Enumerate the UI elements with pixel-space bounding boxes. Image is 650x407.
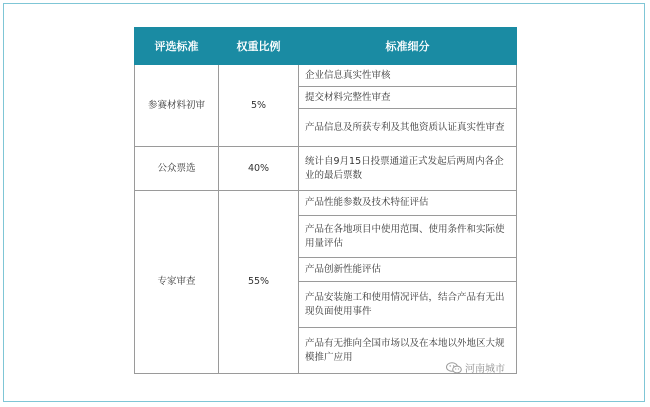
detail-cell: 产品有无推向全国市场以及在本地以外地区大规模推广应用 xyxy=(299,328,517,374)
detail-cell: 产品性能参数及技术特征评估 xyxy=(299,191,517,216)
detail-cell: 产品在各地项目中使用范围、使用条件和实际使用量评估 xyxy=(299,216,517,258)
criterion-cell: 参赛材料初审 xyxy=(135,65,219,147)
weight-cell: 5% xyxy=(219,65,299,147)
table-row xyxy=(135,191,517,216)
detail-cell: 提交材料完整性审查 xyxy=(299,87,517,109)
table-row xyxy=(135,147,517,191)
watermark xyxy=(446,360,505,375)
detail-cell: 产品信息及所获专利及其他资质认证真实性审查 xyxy=(299,109,517,147)
header-criterion: 评选标准 xyxy=(135,28,219,65)
weight-cell: 40% xyxy=(219,147,299,191)
table-header-row xyxy=(135,28,517,65)
header-weight: 权重比例 xyxy=(219,28,299,65)
watermark-text: 河南城市 xyxy=(465,364,505,375)
detail-cell: 产品创新性能评估 xyxy=(299,258,517,282)
header-detail: 标准细分 xyxy=(299,28,517,65)
weight-cell: 55% xyxy=(219,191,299,374)
criterion-cell: 公众票选 xyxy=(135,147,219,191)
detail-cell: 企业信息真实性审核 xyxy=(299,65,517,87)
detail-cell: 产品安装施工和使用情况评估，结合产品有无出现负面使用事件 xyxy=(299,282,517,328)
table-row xyxy=(135,65,517,87)
wechat-logo-icon xyxy=(446,362,462,374)
criteria-table xyxy=(134,27,517,374)
criterion-cell: 专家审查 xyxy=(135,191,219,374)
detail-cell: 统计自9月15日投票通道正式发起后两周内各企业的最后票数 xyxy=(299,147,517,191)
